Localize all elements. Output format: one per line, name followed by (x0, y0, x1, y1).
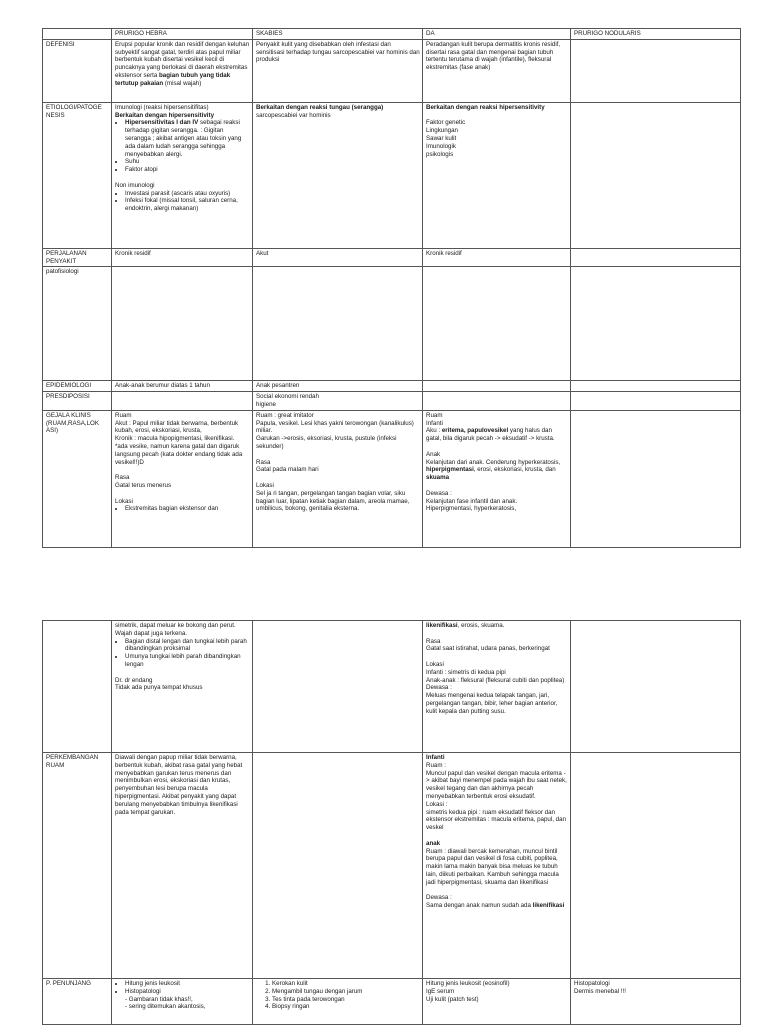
penunjang-da-3: Uji kulit (patch test) (426, 995, 479, 1003)
cont-label (43, 621, 112, 753)
perjalanan-label-1: PERJALANAN (46, 249, 87, 257)
gejala-prurigo-hebra (112, 410, 253, 547)
gejala-ph-rasa: Rasa (115, 474, 130, 482)
definisi-da: Peradangan kulit berupa dermatitis kronis residif, disertai rasa gatal dan mengenai bagian tubuh tertentu terutama di wajah (infantile), fleksural ekstremitas (fase anak) (423, 39, 571, 102)
comparison-table-page2 (42, 620, 741, 1025)
list-item-text: sebagai reaksi terhadap gigitan serangga. : Gigitan serangga ; akibat antigen atau toksin yang ada dalam ludah serangga sehingga menyebabkan alergi. (125, 119, 242, 158)
etiologi-skabies (253, 102, 423, 248)
list-item: 4. Biopsy ringan (272, 1003, 420, 1011)
gejala-ph-lokasi-list (115, 505, 250, 513)
penunjang-pn-2: Dermis menebal !!! (574, 987, 626, 995)
text-bold: skuama (426, 474, 450, 482)
row-patofisiologi (43, 267, 741, 381)
list-item: • Ekstremitas bagian ekstensor dan (125, 505, 250, 513)
row-predisposisi (43, 392, 741, 411)
penunjang-da (423, 979, 571, 1025)
list-item: • Suhu (125, 158, 250, 166)
row-perjalanan (43, 248, 741, 267)
penunjang-da-1: Hitung jenis leukosit (eosinofil) (426, 980, 510, 987)
cont-ph-dr: Dr. dr endang (115, 676, 153, 684)
gejala-da-dewasa-1: Kelanjutan fase infantil dan anak. (426, 497, 518, 505)
row-penunjang (43, 979, 741, 1025)
gejala-label-2: (RUAM,RASA,LOK (46, 419, 99, 427)
comparison-table-page1 (42, 28, 741, 548)
perjalanan-da: Kronik residif (423, 248, 571, 267)
patofisiologi-skabies (253, 267, 423, 381)
text-bold: likenifikasi (426, 622, 458, 629)
cont-da-top (426, 622, 568, 630)
cont-da-rasa: Rasa (426, 637, 441, 645)
list-item: 1. Kerokan kulit (272, 980, 420, 988)
etiologi-label-1: ETIOLOGI/PATOGE (46, 103, 102, 111)
perkembangan-skabies (253, 753, 423, 979)
predisposisi-sk-2: higiene (256, 400, 276, 408)
list-item: • Hitung jenis leukosit (125, 980, 250, 988)
penunjang-pn-1: Histopatologi (574, 980, 610, 987)
gejala-da-anak: Anak (426, 450, 441, 458)
etiologi-ph-list (115, 119, 250, 174)
predisposisi-prurigo-nodularis (571, 392, 741, 411)
perkembangan-da-lokasi-value: simetris kedua pipi : ruam eksudatif fleksor dan ekstensor ekstremitas : macula eritema, papul, dan veskel (426, 808, 566, 832)
row-label-patofisiologi: patofisiologi (43, 267, 112, 381)
list-item (125, 119, 250, 158)
perkembangan-da (423, 753, 571, 979)
gejala-sk-lokasi: Lokasi (256, 481, 274, 489)
gejala-da (423, 410, 571, 547)
gejala-label-3: ASI) (46, 427, 59, 435)
definisi-prurigo-hebra (112, 39, 253, 102)
text: Kelanjutan dari anak. Cenderung hyperkeratosis, (426, 458, 561, 466)
text: yang halus dan gatal, bila digaruk pecah -> eksudatif -> krusta. (426, 427, 555, 443)
patofisiologi-prurigo-hebra (112, 267, 253, 381)
epidemiologi-da (423, 381, 571, 392)
predisposisi-prurigo-hebra (112, 392, 253, 411)
perkembangan-label-2: RUAM (46, 761, 65, 769)
text: , erosi, ekskoriasi, krusta, dan (473, 466, 556, 474)
cont-da-lok-4: Meluas mengenai kedua telapak tangan, jari, pergelangan tangan, bibir, leher bagian anterior, kulit kepala dan putting susu. (426, 692, 558, 715)
predisposisi-skabies (253, 392, 423, 411)
penunjang-da-2: IgE serum (426, 987, 455, 995)
definisi-ph-text: Erupsi popular kronik dan residif dengan keluhan subyektif sangat gatal, terdiri atas papul miliar berbentuk kubah disertai vesikel kecil di puncaknya yang berlokasi di daerah ekstremitas ekstensor serta (115, 40, 250, 79)
row-label-epidemiologi: EPIDEMIOLOGI (43, 381, 112, 392)
definisi-ph-tail: (misal wajah) (163, 79, 202, 87)
perjalanan-prurigo-hebra: Kronik residif (112, 248, 253, 267)
perkembangan-da-lokasi: Lokasi : (426, 800, 448, 808)
penunjang-ph-list (115, 980, 250, 996)
perkembangan-da-ruam-value: Muncul papul dan vesikel dengan macula eritema -> akibat bayi menempel pada wajah ibu saat netek, vesikel tegang dan dan akhirnya pecah menyebabkan terbentuk erosi eksudatif. (426, 769, 567, 800)
patofisiologi-da (423, 267, 571, 381)
etiologi-da-item: Sawar kulit (426, 134, 457, 142)
patofisiologi-prurigo-nodularis (571, 267, 741, 381)
gejala-sk-papula: Papula, vesikel. Lesi khas yakni terowongan (kanalikulus) miliar. (256, 419, 414, 435)
cont-prurigo-hebra (112, 621, 253, 753)
etiologi-da-item: Imunologik (426, 142, 456, 150)
gejala-ph-ruam: Ruam (115, 411, 132, 419)
etiologi-ph-non-list (115, 190, 250, 213)
etiologi-ph-imunologi: Imunologi (reaksi hipersensitifitas) (115, 103, 209, 111)
etiologi-label-2: NESIS (46, 111, 65, 119)
epidemiologi-skabies: Anak pesantren (253, 381, 423, 392)
perkembangan-da-dewasa: Dewasa : (426, 894, 452, 902)
row-gejala-klinis (43, 410, 741, 547)
perkembangan-da-infanti: Infanti (426, 754, 445, 761)
perkembangan-prurigo-hebra: Diawali dengan papup miliar tidak berwarna, berbentuk kubah, akibat rasa gatal yang hebat menyebabkan garukan terus menerus dan menimbulkan erosi, ekskoriasi dan krutas, penyembuhan lesi berupa macula hiperpigmentasi. Akibat penyakit yang dapat berulang menyebabkan timbulnya likenifikasi pada tempat garukan. (112, 753, 253, 979)
row-gejala-continued (43, 621, 741, 753)
penunjang-skabies (253, 979, 423, 1025)
gejala-sk-garukan: Garukan ->erosis, eksoriasi, krusta, pustule (infeksi sekunder) (256, 435, 397, 450)
list-item: 3. Tes tinta pada terowongan (272, 996, 420, 1004)
etiologi-sk-text: sarcopescabiei var hominis (256, 111, 331, 119)
etiologi-prurigo-hebra (112, 102, 253, 248)
header-skabies: SKABIES (253, 29, 423, 40)
gejala-prurigo-nodularis (571, 410, 741, 547)
header-da: DA (423, 29, 571, 40)
row-label-gejala (43, 410, 112, 547)
etiologi-ph-nonimunologi: Non imunologi (115, 181, 155, 189)
gejala-da-ruam: Ruam (426, 411, 443, 419)
gejala-da-dewasa: Dewasa : (426, 489, 452, 497)
gejala-sk-ruam: Ruam : great imitator (256, 411, 314, 419)
cont-skabies (253, 621, 423, 753)
etiologi-da-item: psikologis (426, 150, 454, 158)
perjalanan-label-2: PENYAKIT (46, 257, 77, 265)
header-empty (43, 29, 112, 40)
penunjang-sk-list (256, 980, 420, 1011)
perkembangan-da-anak: anak (426, 839, 441, 847)
cont-ph-dr2: Tidak ada punya tempat khusus (115, 684, 203, 692)
gejala-ph-rasa-value: Gatal terus menerus (115, 481, 172, 489)
list-item: - Gambaran tidak khas!!, (125, 996, 250, 1004)
row-label-predisposisi: PRESDIPOSISI (43, 392, 112, 411)
row-label-perkembangan (43, 753, 112, 979)
list-item: • Faktor atopi (125, 166, 250, 174)
text-bold: eritema, papulovesikel (441, 427, 509, 435)
cont-prurigo-nodularis (571, 621, 741, 753)
gejala-da-dewasa-2: Hiperpigmentasi, hyperkeratosis, (426, 505, 517, 513)
row-etiologi (43, 102, 741, 248)
row-definisi (43, 39, 741, 102)
cont-da-lok-1: Infanti : simetris di kedua pipi (426, 668, 506, 676)
row-label-penunjang: P. PENUNJANG (43, 979, 112, 1025)
definisi-skabies: Penyakit kulit yang disebabkan oleh infestasi dan sensitisasi terhadap tungau sarcopescabiei var hominis dan produksi (253, 39, 423, 102)
list-item: • Infeksi fokal (missal tonsil, saluran cerna, endoktrin, alergi makanan) (125, 197, 250, 213)
text: , erosis, skuama. (457, 622, 505, 629)
etiologi-ph-bold: Berkaitan dengan hipersensitivity (115, 111, 215, 119)
list-item: • Histopatologi (125, 988, 250, 996)
perkembangan-da-anak-value: Ruam : diawali bercak kemerahan, muncul bintil berupa papul dan vesikel di fosa cubiti, poplitea, makin lama makin banyak bisa meluas ke tubuh lain, diikuti perbaikan. Kambuh sehingga macula jadi hiperpigmentasi, skuama dan likenifikasi (426, 847, 559, 886)
row-label-etiologi (43, 102, 112, 248)
list-item: - sering ditemukan akantosis, (125, 1003, 250, 1011)
gejala-ph-kronik: Kronik : macula hipopigmentasi, likenifikasi. (115, 435, 235, 443)
gejala-ph-note: *ada vesike, namun karena gatal dan digaruk langsung pecah (kata dokter endang tidak ada vesikel!!)D (115, 442, 243, 466)
list-item-bold: Hipersensitivitas I dan IV (125, 119, 199, 127)
row-epidemiologi (43, 381, 741, 392)
text-bold: likenifikasi (532, 902, 565, 910)
cont-ph-list (115, 638, 250, 669)
penunjang-ph-dash-list (115, 996, 250, 1012)
gejala-da-aku (426, 427, 568, 443)
row-label-definisi: DEFENISI (43, 39, 112, 102)
text: Aku : (426, 427, 442, 435)
cont-ph-cut: simetrik, dapat meluar ke bokong dan perut. Wajah dapat juga terkena. (115, 622, 236, 637)
gejala-sk-rasa: Rasa (256, 458, 271, 466)
etiologi-sk-bold: Berkaitan dengan reaksi tungau (serangga) (256, 103, 384, 111)
cont-da-lok-2: Anak-anak : fleksural (fleksural cubiti dan poplitea) (426, 676, 565, 684)
predisposisi-da (423, 392, 571, 411)
row-perkembangan (43, 753, 741, 979)
text-bold: hiperpigmentasi (426, 466, 474, 474)
perkembangan-da-dewasa-value (426, 902, 568, 910)
etiologi-da-bold: Berkaitan dengan reaksi hipersensitivity (426, 103, 545, 111)
gejala-label-1: GEJALA KLINIS (46, 411, 91, 419)
header-prurigo-nodularis: PRURIGO NODULARIS (571, 29, 741, 40)
header-prurigo-hebra: PRURIGO HEBRA (112, 29, 253, 40)
list-item: • Bagian distal lengan dan tungkai lebih parah dibandingkan proksimal (125, 638, 250, 654)
cont-da-lok-3: Dewasa : (426, 684, 452, 692)
perjalanan-prurigo-nodularis (571, 248, 741, 267)
definisi-prurigo-nodularis (571, 39, 741, 102)
text: Sama dengan anak namun sudah ada (426, 902, 533, 910)
predisposisi-sk-1: Social ekonomi rendah (256, 393, 319, 401)
etiologi-da-item: Faktor genetic (426, 119, 466, 127)
cont-da (423, 621, 571, 753)
gejala-skabies (253, 410, 423, 547)
gejala-ph-lokasi: Lokasi (115, 497, 133, 505)
penunjang-prurigo-nodularis (571, 979, 741, 1025)
etiologi-prurigo-nodularis (571, 102, 741, 248)
etiologi-da-item: Lingkungan (426, 127, 458, 135)
row-label-perjalanan (43, 248, 112, 267)
header-row (43, 29, 741, 40)
list-item: • Investasi parasit (ascaris atau oxyuris) (125, 190, 250, 198)
gejala-da-anak-value (426, 459, 568, 482)
cont-da-rasa-value: Gatal saat istirahat, udara panas, berkeringat (426, 645, 550, 653)
perkembangan-label-1: PERKEMBANGAN (46, 754, 99, 761)
perkembangan-da-ruam: Ruam : (426, 761, 446, 769)
cont-da-lokasi: Lokasi (426, 660, 444, 668)
epidemiologi-prurigo-hebra: Anak-anak berumur diatas 1 tahun (112, 381, 253, 392)
gejala-sk-rasa-value: Gatal pada malam hari (256, 466, 319, 474)
definisi-ph-bold: bagian tubuh yang tidak tertutup pakaian (115, 71, 231, 87)
gejala-da-infanti: Infanti (426, 419, 443, 427)
gejala-sk-lokasi-value: Sel ja ri tangan, pergelangan tangan bagian volar, siku bagian luar, lipatan ketiak bagian dalam, areola mamae, umbilicus, bokong, genitalia eksterna. (256, 489, 410, 513)
penunjang-prurigo-hebra (112, 979, 253, 1025)
epidemiologi-prurigo-nodularis (571, 381, 741, 392)
gejala-ph-akut: Akut : Papul miliar tidak berwarna, berbentuk kubah, erosi, ekskoriasi, krusta, (115, 419, 239, 435)
etiologi-da (423, 102, 571, 248)
perjalanan-skabies: Akut (253, 248, 423, 267)
list-item: • Umunya tungkai lebih parah dibandingkan lengan (125, 653, 250, 669)
list-item: 2. Mengambil tungau dengan jarum (272, 988, 420, 996)
perkembangan-prurigo-nodularis (571, 753, 741, 979)
